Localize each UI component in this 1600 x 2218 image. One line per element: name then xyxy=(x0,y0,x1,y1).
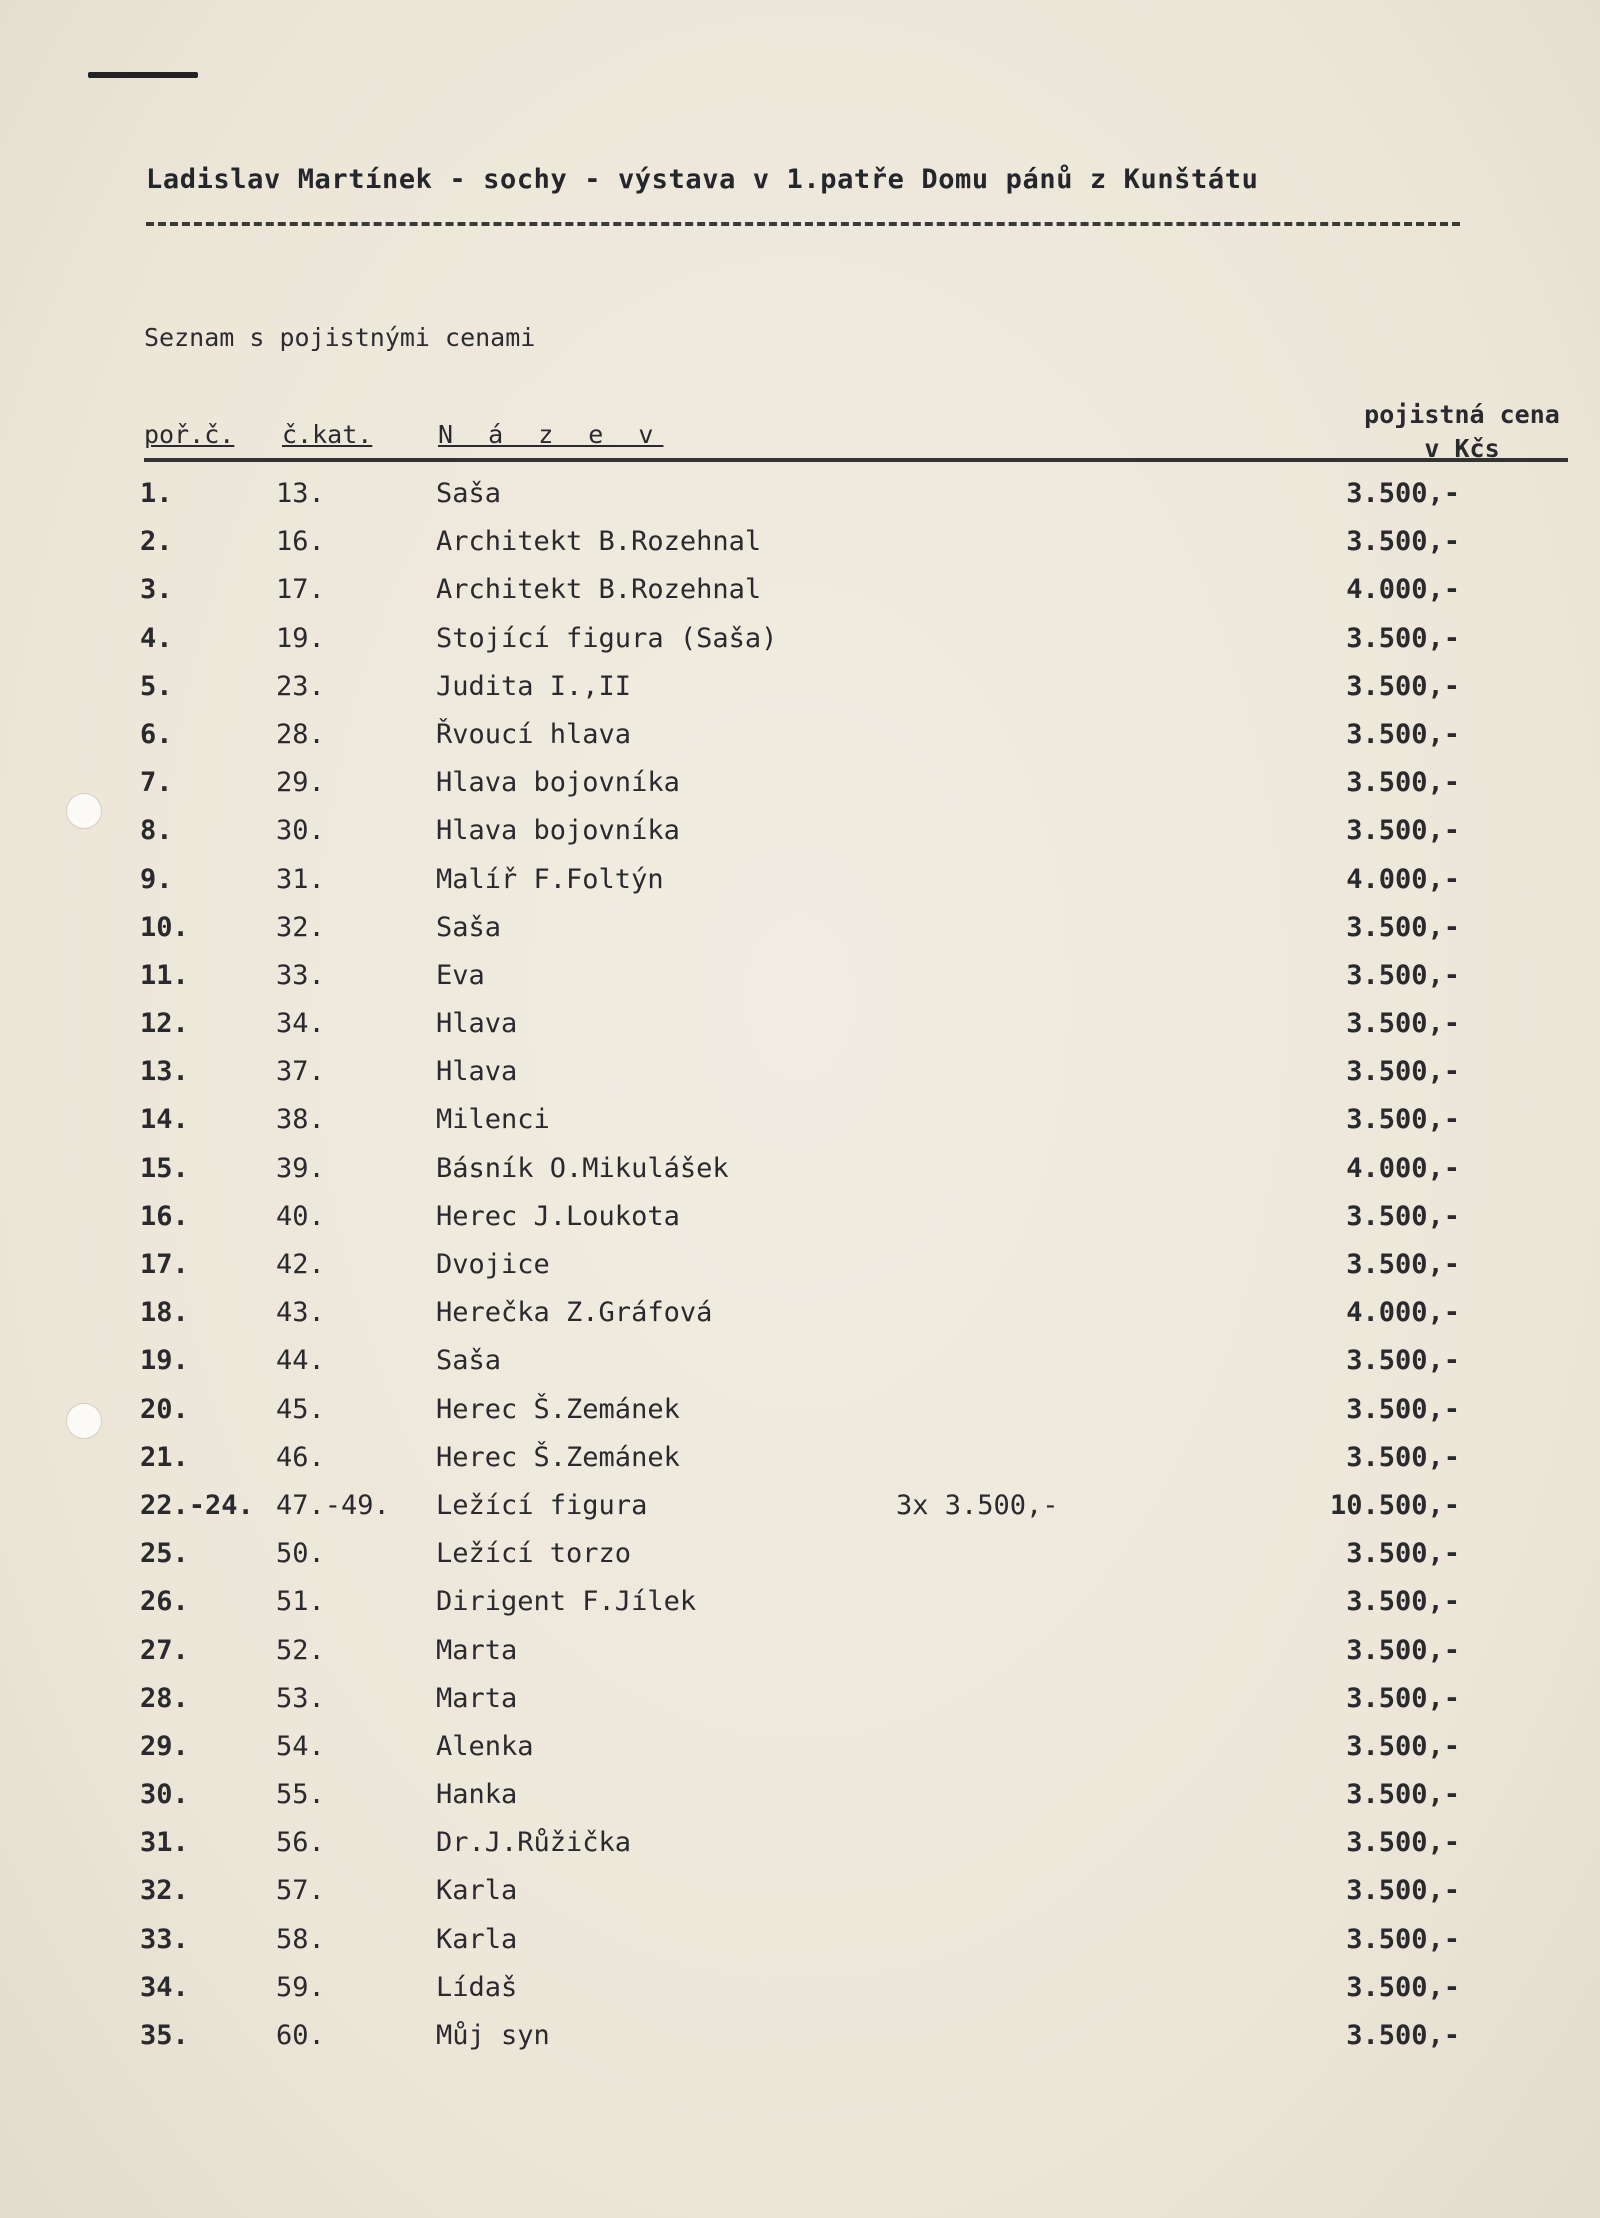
insured-price: 3.500,- xyxy=(1346,1971,1460,2003)
table-row xyxy=(0,1635,1600,1683)
catalog-number: 38. xyxy=(276,1104,325,1136)
title-underline xyxy=(146,222,1460,226)
catalog-number: 30. xyxy=(276,815,325,847)
item-name: Ležící figura xyxy=(436,1489,648,1521)
insured-price: 10.500,- xyxy=(1329,1489,1460,1521)
item-name: Marta xyxy=(436,1682,518,1714)
catalog-number: 50. xyxy=(276,1538,325,1570)
insured-price: 3.500,- xyxy=(1346,1730,1460,1762)
catalog-number: 46. xyxy=(276,1441,325,1473)
insured-price: 4.000,- xyxy=(1346,574,1460,606)
item-name: Herec Š.Zemánek xyxy=(436,1393,680,1425)
catalog-number: 56. xyxy=(276,1827,325,1859)
catalog-number: 23. xyxy=(276,670,325,702)
row-number: 1. xyxy=(140,478,173,509)
row-number: 3. xyxy=(140,574,173,606)
insured-price: 3.500,- xyxy=(1346,526,1460,558)
row-number: 18. xyxy=(140,1297,189,1329)
row-number: 34. xyxy=(140,1971,189,2003)
insured-price: 3.500,- xyxy=(1346,815,1460,847)
catalog-number: 55. xyxy=(276,1779,325,1811)
insured-price: 3.500,- xyxy=(1346,478,1460,509)
table-row xyxy=(0,1586,1600,1634)
catalog-number: 19. xyxy=(276,622,325,654)
catalog-number: 37. xyxy=(276,1056,325,1088)
item-name: Dr.J.Růžička xyxy=(436,1827,632,1859)
column-header-price xyxy=(1332,398,1592,466)
header-rule xyxy=(144,458,1568,462)
insured-price: 4.000,- xyxy=(1346,863,1460,895)
catalog-number: 52. xyxy=(276,1634,325,1666)
item-name: Judita I.,II xyxy=(436,670,632,702)
catalog-number: 57. xyxy=(276,1875,325,1907)
insured-price: 3.500,- xyxy=(1346,911,1460,943)
catalog-number: 34. xyxy=(276,1008,325,1040)
table-row xyxy=(0,960,1600,1008)
top-dash-mark xyxy=(88,72,198,78)
table-row xyxy=(0,767,1600,815)
table-row xyxy=(0,1104,1600,1152)
item-name: Ležící torzo xyxy=(436,1538,632,1570)
insured-price: 3.500,- xyxy=(1346,1345,1460,1377)
table-row xyxy=(0,1442,1600,1490)
table-row xyxy=(0,719,1600,767)
insured-price: 3.500,- xyxy=(1346,1634,1460,1666)
row-number: 21. xyxy=(140,1441,189,1473)
row-number: 2. xyxy=(140,526,173,558)
document-title: Ladislav Martínek - sochy - výstava v 1.patře Domu pánů z Kunštátu xyxy=(146,164,1259,195)
item-name: Malíř F.Foltýn xyxy=(436,863,664,895)
table-row xyxy=(0,1490,1600,1538)
item-name: Herec Š.Zemánek xyxy=(436,1441,680,1473)
item-list xyxy=(0,478,1600,2068)
catalog-number: 54. xyxy=(276,1730,325,1762)
catalog-number: 58. xyxy=(276,1923,325,1955)
table-row xyxy=(0,1201,1600,1249)
row-number: 11. xyxy=(140,959,189,991)
table-row xyxy=(0,1875,1600,1923)
item-name: Hanka xyxy=(436,1779,518,1811)
insured-price: 3.500,- xyxy=(1346,718,1460,750)
insured-price: 4.000,- xyxy=(1346,1152,1460,1184)
document-subtitle: Seznam s pojistnými cenami xyxy=(144,323,536,352)
catalog-number: 53. xyxy=(276,1682,325,1714)
catalog-number: 31. xyxy=(276,863,325,895)
table-row xyxy=(0,912,1600,960)
catalog-number: 28. xyxy=(276,718,325,750)
row-number: 15. xyxy=(140,1152,189,1184)
insured-price: 3.500,- xyxy=(1346,1923,1460,1955)
table-row xyxy=(0,1249,1600,1297)
table-row xyxy=(0,1345,1600,1393)
insured-price: 4.000,- xyxy=(1346,1297,1460,1329)
row-number: 30. xyxy=(140,1779,189,1811)
table-row xyxy=(0,1683,1600,1731)
catalog-number: 29. xyxy=(276,767,325,799)
item-name: Hlava bojovníka xyxy=(436,815,680,847)
item-name: Hlava bojovníka xyxy=(436,767,680,799)
table-row xyxy=(0,1827,1600,1875)
row-number: 12. xyxy=(140,1008,189,1040)
item-name: Herečka Z.Gráfová xyxy=(436,1297,713,1329)
row-number: 19. xyxy=(140,1345,189,1377)
item-name: Architekt B.Rozehnal xyxy=(436,574,762,606)
item-name: Saša xyxy=(436,1345,502,1377)
table-row xyxy=(0,1972,1600,2020)
table-row xyxy=(0,2020,1600,2068)
insured-price: 3.500,- xyxy=(1346,1875,1460,1907)
item-name: Eva xyxy=(436,959,485,991)
catalog-number: 43. xyxy=(276,1297,325,1329)
table-row xyxy=(0,1153,1600,1201)
insured-price: 3.500,- xyxy=(1346,1779,1460,1811)
table-row xyxy=(0,1297,1600,1345)
row-number: 25. xyxy=(140,1538,189,1570)
row-number: 14. xyxy=(140,1104,189,1136)
table-row xyxy=(0,671,1600,719)
item-name: Řvoucí hlava xyxy=(436,718,632,750)
row-number: 31. xyxy=(140,1827,189,1859)
item-name: Architekt B.Rozehnal xyxy=(436,526,762,558)
table-row xyxy=(0,1008,1600,1056)
row-number: 20. xyxy=(140,1393,189,1425)
table-row xyxy=(0,1731,1600,1779)
item-name: Básník O.Mikulášek xyxy=(436,1152,729,1184)
row-number: 32. xyxy=(140,1875,189,1907)
row-number: 13. xyxy=(140,1056,189,1088)
row-number: 8. xyxy=(140,815,173,847)
catalog-number: 39. xyxy=(276,1152,325,1184)
row-number: 9. xyxy=(140,863,173,895)
table-row xyxy=(0,1056,1600,1104)
table-row xyxy=(0,1924,1600,1972)
catalog-number: 17. xyxy=(276,574,325,606)
insured-price: 3.500,- xyxy=(1346,1586,1460,1618)
catalog-number: 60. xyxy=(276,2020,325,2051)
row-number: 29. xyxy=(140,1730,189,1762)
insured-price: 3.500,- xyxy=(1346,2020,1460,2051)
row-number: 27. xyxy=(140,1634,189,1666)
column-header-catalog: č.kat. xyxy=(282,420,373,449)
row-number: 33. xyxy=(140,1923,189,1955)
price-multiplier: 3x 3.500,- xyxy=(896,1489,1059,1521)
catalog-number: 32. xyxy=(276,911,325,943)
table-row xyxy=(0,623,1600,671)
item-name: Hlava xyxy=(436,1056,518,1088)
catalog-number: 40. xyxy=(276,1200,325,1232)
row-number: 7. xyxy=(140,767,173,799)
catalog-number: 47.-49. xyxy=(276,1489,390,1521)
price-header-line2: v Kčs xyxy=(1424,434,1500,463)
table-row xyxy=(0,526,1600,574)
row-number: 35. xyxy=(140,2020,189,2051)
row-number: 16. xyxy=(140,1200,189,1232)
insured-price: 3.500,- xyxy=(1346,1538,1460,1570)
catalog-number: 51. xyxy=(276,1586,325,1618)
catalog-number: 16. xyxy=(276,526,325,558)
row-number: 17. xyxy=(140,1249,189,1280)
row-number: 10. xyxy=(140,911,189,943)
item-name: Saša xyxy=(436,911,502,943)
row-number: 26. xyxy=(140,1586,189,1618)
row-number: 5. xyxy=(140,670,173,702)
item-name: Alenka xyxy=(436,1730,534,1762)
insured-price: 3.500,- xyxy=(1346,959,1460,991)
table-row xyxy=(0,815,1600,863)
catalog-number: 44. xyxy=(276,1345,325,1377)
item-name: Lídaš xyxy=(436,1971,518,2003)
insured-price: 3.500,- xyxy=(1346,767,1460,799)
item-name: Herec J.Loukota xyxy=(436,1200,680,1232)
table-row xyxy=(0,1538,1600,1586)
item-name: Milenci xyxy=(436,1104,550,1136)
table-row xyxy=(0,478,1600,526)
row-number: 22.-24. xyxy=(140,1489,254,1521)
item-name: Karla xyxy=(436,1875,518,1907)
insured-price: 3.500,- xyxy=(1346,1008,1460,1040)
catalog-number: 13. xyxy=(276,478,325,509)
price-header-line1: pojistná cena xyxy=(1364,400,1560,429)
column-header-number: poř.č. xyxy=(144,420,235,449)
insured-price: 3.500,- xyxy=(1346,670,1460,702)
table-row xyxy=(0,574,1600,622)
insured-price: 3.500,- xyxy=(1346,1441,1460,1473)
catalog-number: 59. xyxy=(276,1971,325,2003)
insured-price: 3.500,- xyxy=(1346,1682,1460,1714)
item-name: Karla xyxy=(436,1923,518,1955)
item-name: Marta xyxy=(436,1634,518,1666)
insured-price: 3.500,- xyxy=(1346,1104,1460,1136)
row-number: 28. xyxy=(140,1682,189,1714)
catalog-number: 45. xyxy=(276,1393,325,1425)
column-header-name: N á z e v xyxy=(438,420,664,449)
insured-price: 3.500,- xyxy=(1346,1200,1460,1232)
item-name: Hlava xyxy=(436,1008,518,1040)
insured-price: 3.500,- xyxy=(1346,622,1460,654)
item-name: Dirigent F.Jílek xyxy=(436,1586,697,1618)
item-name: Můj syn xyxy=(436,2020,550,2051)
table-row xyxy=(0,1779,1600,1827)
catalog-number: 33. xyxy=(276,959,325,991)
row-number: 4. xyxy=(140,622,173,654)
table-row xyxy=(0,1394,1600,1442)
insured-price: 3.500,- xyxy=(1346,1827,1460,1859)
catalog-number: 42. xyxy=(276,1249,325,1280)
table-row xyxy=(0,864,1600,912)
item-name: Stojící figura (Saša) xyxy=(436,622,778,654)
item-name: Saša xyxy=(436,478,502,509)
insured-price: 3.500,- xyxy=(1346,1393,1460,1425)
row-number: 6. xyxy=(140,718,173,750)
insured-price: 3.500,- xyxy=(1346,1249,1460,1280)
item-name: Dvojice xyxy=(436,1249,550,1280)
insured-price: 3.500,- xyxy=(1346,1056,1460,1088)
